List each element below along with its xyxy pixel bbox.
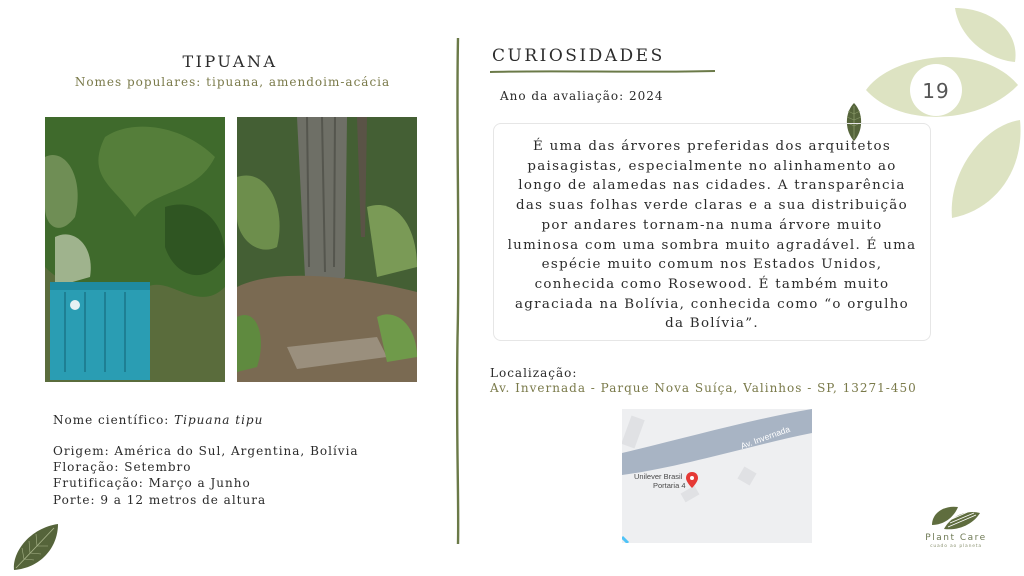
scientific-name: Tipuana tipu — [174, 413, 264, 427]
map-street-label: Av. Invernada — [739, 423, 792, 451]
fruiting: Frutificação: Março a Junho — [53, 476, 251, 490]
tree-photo-canopy — [45, 117, 225, 382]
leaf-top-icon — [955, 8, 1016, 62]
tree-name: TIPUANA — [182, 52, 278, 71]
evaluation-year: Ano da avaliação: 2024 — [500, 89, 664, 103]
scientific-name-line — [53, 412, 263, 428]
location-map[interactable] — [622, 409, 812, 543]
brand-tagline: cuado ao planeta — [930, 544, 982, 549]
plant-care-logo-icon — [930, 503, 982, 531]
bottom-leaf-icon — [10, 522, 62, 572]
flowering: Floração: Setembro — [53, 460, 192, 474]
leaf-bottom-icon — [952, 120, 1021, 218]
location-label: Localização: — [490, 366, 578, 380]
column-divider — [455, 38, 461, 544]
curiosities-text: É uma das árvores preferidas dos arquitetos paisagistas, especialmente no alinhamento ao longo de alamedas nas cidades. A transparência das suas folhas verde claras e a sua distribuição por andares tornam-na numa árvore muito luminosa com uma sombra muito agradável. É uma espécie muito comum nos Estados Unidos, conhecida como Rosewood. É também muito agraciada na Bolívia, conhecida como “o orgulho da Bolívia”. — [507, 139, 917, 332]
scientific-name-label: Nome científico: — [53, 413, 175, 427]
popular-names: Nomes populares: tipuana, amendoim-acácia — [74, 75, 391, 89]
curiosities-title: CURIOSIDADES — [492, 46, 665, 66]
tree-photo-trunk — [237, 117, 417, 382]
tree-size: Porte: 9 a 12 metros de altura — [53, 493, 267, 507]
map-place-line2: Portaria 4 — [653, 481, 686, 490]
page-number: 19 — [922, 79, 950, 103]
brand-name: Plant Care — [925, 533, 987, 543]
map-place-line1: Unilever Brasil — [634, 472, 683, 481]
title-underline — [490, 68, 715, 76]
location-address: Av. Invernada - Parque Nova Suíça, Valinhos - SP, 13271-450 — [490, 381, 917, 395]
origin: Origem: América do Sul, Argentina, Bolívia — [53, 444, 359, 458]
